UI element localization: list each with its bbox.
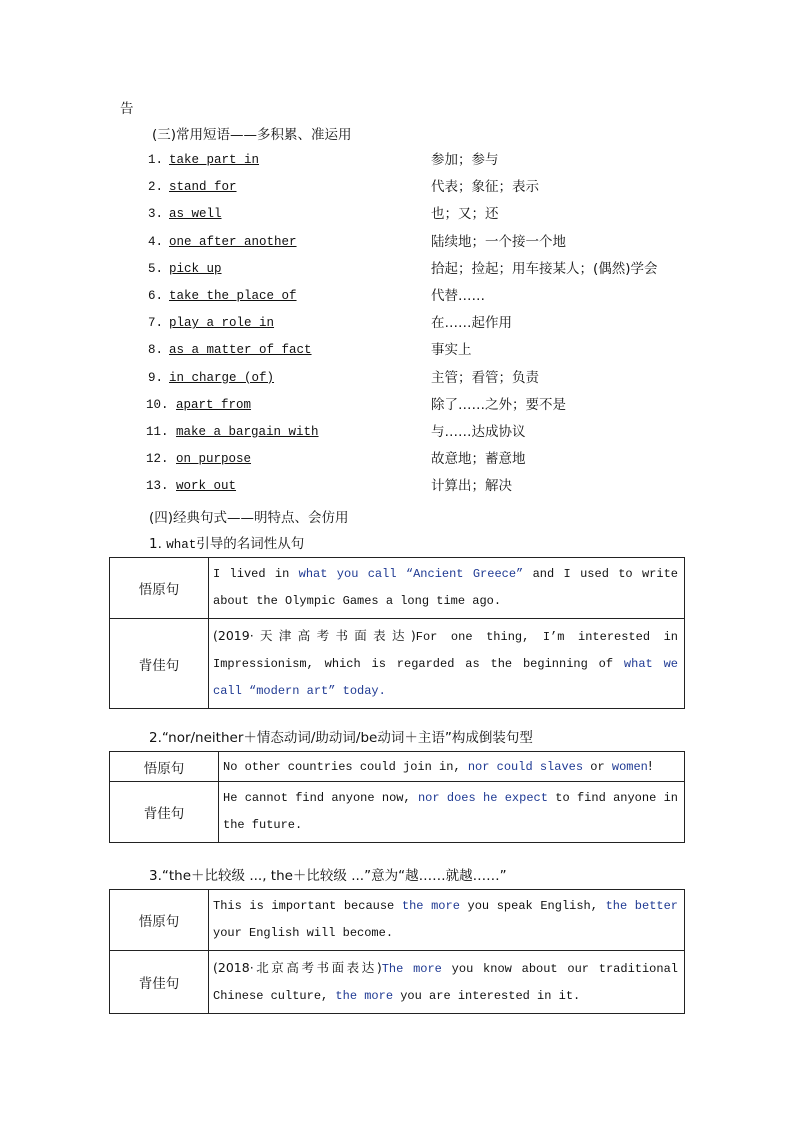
pattern-3-orig-sentence: This is important because the more you speak English, the better your English will become. [209,890,685,951]
phrase-number: 2. [148,180,164,195]
phrase-english: play a role in [169,316,275,331]
phrase-number: 10. [146,397,169,412]
pattern-3-label-recite: 背佳句 [110,951,209,1014]
phrase-number: 11. [146,425,169,439]
pattern-3-heading: 3.“the＋比较级 ..., the＋比较级 ...”意为“越……就越……” [149,868,507,884]
pattern-1-recite-sentence: (2019·天津高考书面表达)For one thing, I’m interested in Impressionism, which is regarded as the beginning of what we call “modern art” today. [209,619,685,709]
phrase-chinese: 事实上 [431,342,472,359]
phrase-english: take the place of [169,289,297,303]
phrase-chinese: 代替…… [431,288,485,304]
phrase-english: apart from [176,397,252,412]
pattern-1-label-recite: 背佳句 [110,619,209,709]
phrase-number: 12. [146,452,169,467]
phrase-chinese: 陆续地；一个接一个地 [431,233,566,250]
pattern-1-label-orig: 悟原句 [110,558,209,619]
phrase-chinese: 故意地；蓄意地 [431,451,526,468]
pattern-1-num: 1. [149,536,162,552]
pattern-1-heading [149,532,304,552]
pattern-3-recite-sentence: (2018·北京高考书面表达)The more you know about our traditional Chinese culture, the more you are interested in it. [209,951,685,1014]
section-3-title: (三)常用短语——多积累、准运用 [152,127,352,143]
phrase-chinese: 代表；象征；表示 [431,179,539,196]
phrase-english: on purpose [176,452,252,467]
pattern-3-table [109,889,685,1014]
phrase-number: 5. [148,261,164,276]
phrase-chinese: 主管；看管；负责 [431,369,539,386]
phrase-number: 9. [148,370,164,385]
phrase-number: 13. [146,479,169,494]
phrase-number: 1. [148,153,164,167]
phrase-chinese: 与……达成协议 [431,424,526,440]
phrase-chinese: 也；又；还 [431,206,499,223]
phrase-number: 6. [148,289,164,303]
phrase-english: one after another [169,234,297,249]
phrase-chinese: 除了……之外；要不是 [431,396,566,413]
pattern-1-heading-text: 引导的名词性从句 [196,536,305,552]
phrase-chinese: 计算出；解决 [431,478,512,495]
pattern-1-what: what [166,538,197,552]
phrase-chinese: 拾起；捡起；用车接某人；(偶然)学会 [431,260,658,277]
pattern-2-orig-sentence: No other countries could join in, nor could slaves or women! [219,752,685,782]
pattern-3-label-orig: 悟原句 [110,890,209,951]
pattern-1-table [109,557,685,709]
phrase-number: 3. [148,207,164,222]
pattern-2-heading: 2.“nor/neither＋情态动词/助动词/be动词＋主语”构成倒装句型 [149,730,533,746]
section-4-title: (四)经典句式——明特点、会仿用 [149,510,349,526]
phrase-english: as a matter of fact [169,343,312,358]
pattern-2-recite-sentence: He cannot find anyone now, nor does he expect to find anyone in the future. [219,782,685,843]
phrase-chinese: 在……起作用 [431,315,512,332]
phrase-english: take part in [169,153,260,167]
phrase-english: in charge (of) [169,370,275,385]
phrase-number: 4. [148,234,164,249]
pattern-1-orig-sentence: I lived in what you call “Ancient Greece” and I used to write about the Olympic Games a long time ago. [209,558,685,619]
phrase-english: pick up [169,261,222,276]
phrase-number: 8. [148,343,164,358]
phrase-english: work out [176,479,237,494]
pattern-2-label-recite: 背佳句 [110,782,219,843]
pattern-2-label-orig: 悟原句 [110,752,219,782]
phrase-english: make a bargain with [176,425,319,439]
phrase-english: stand for [169,180,237,195]
phrase-english: as well [169,207,222,222]
phrase-number: 7. [148,316,164,331]
pattern-2-table [109,751,685,843]
phrase-chinese: 参加；参与 [431,152,499,168]
top-fragment: 告 [120,101,134,117]
